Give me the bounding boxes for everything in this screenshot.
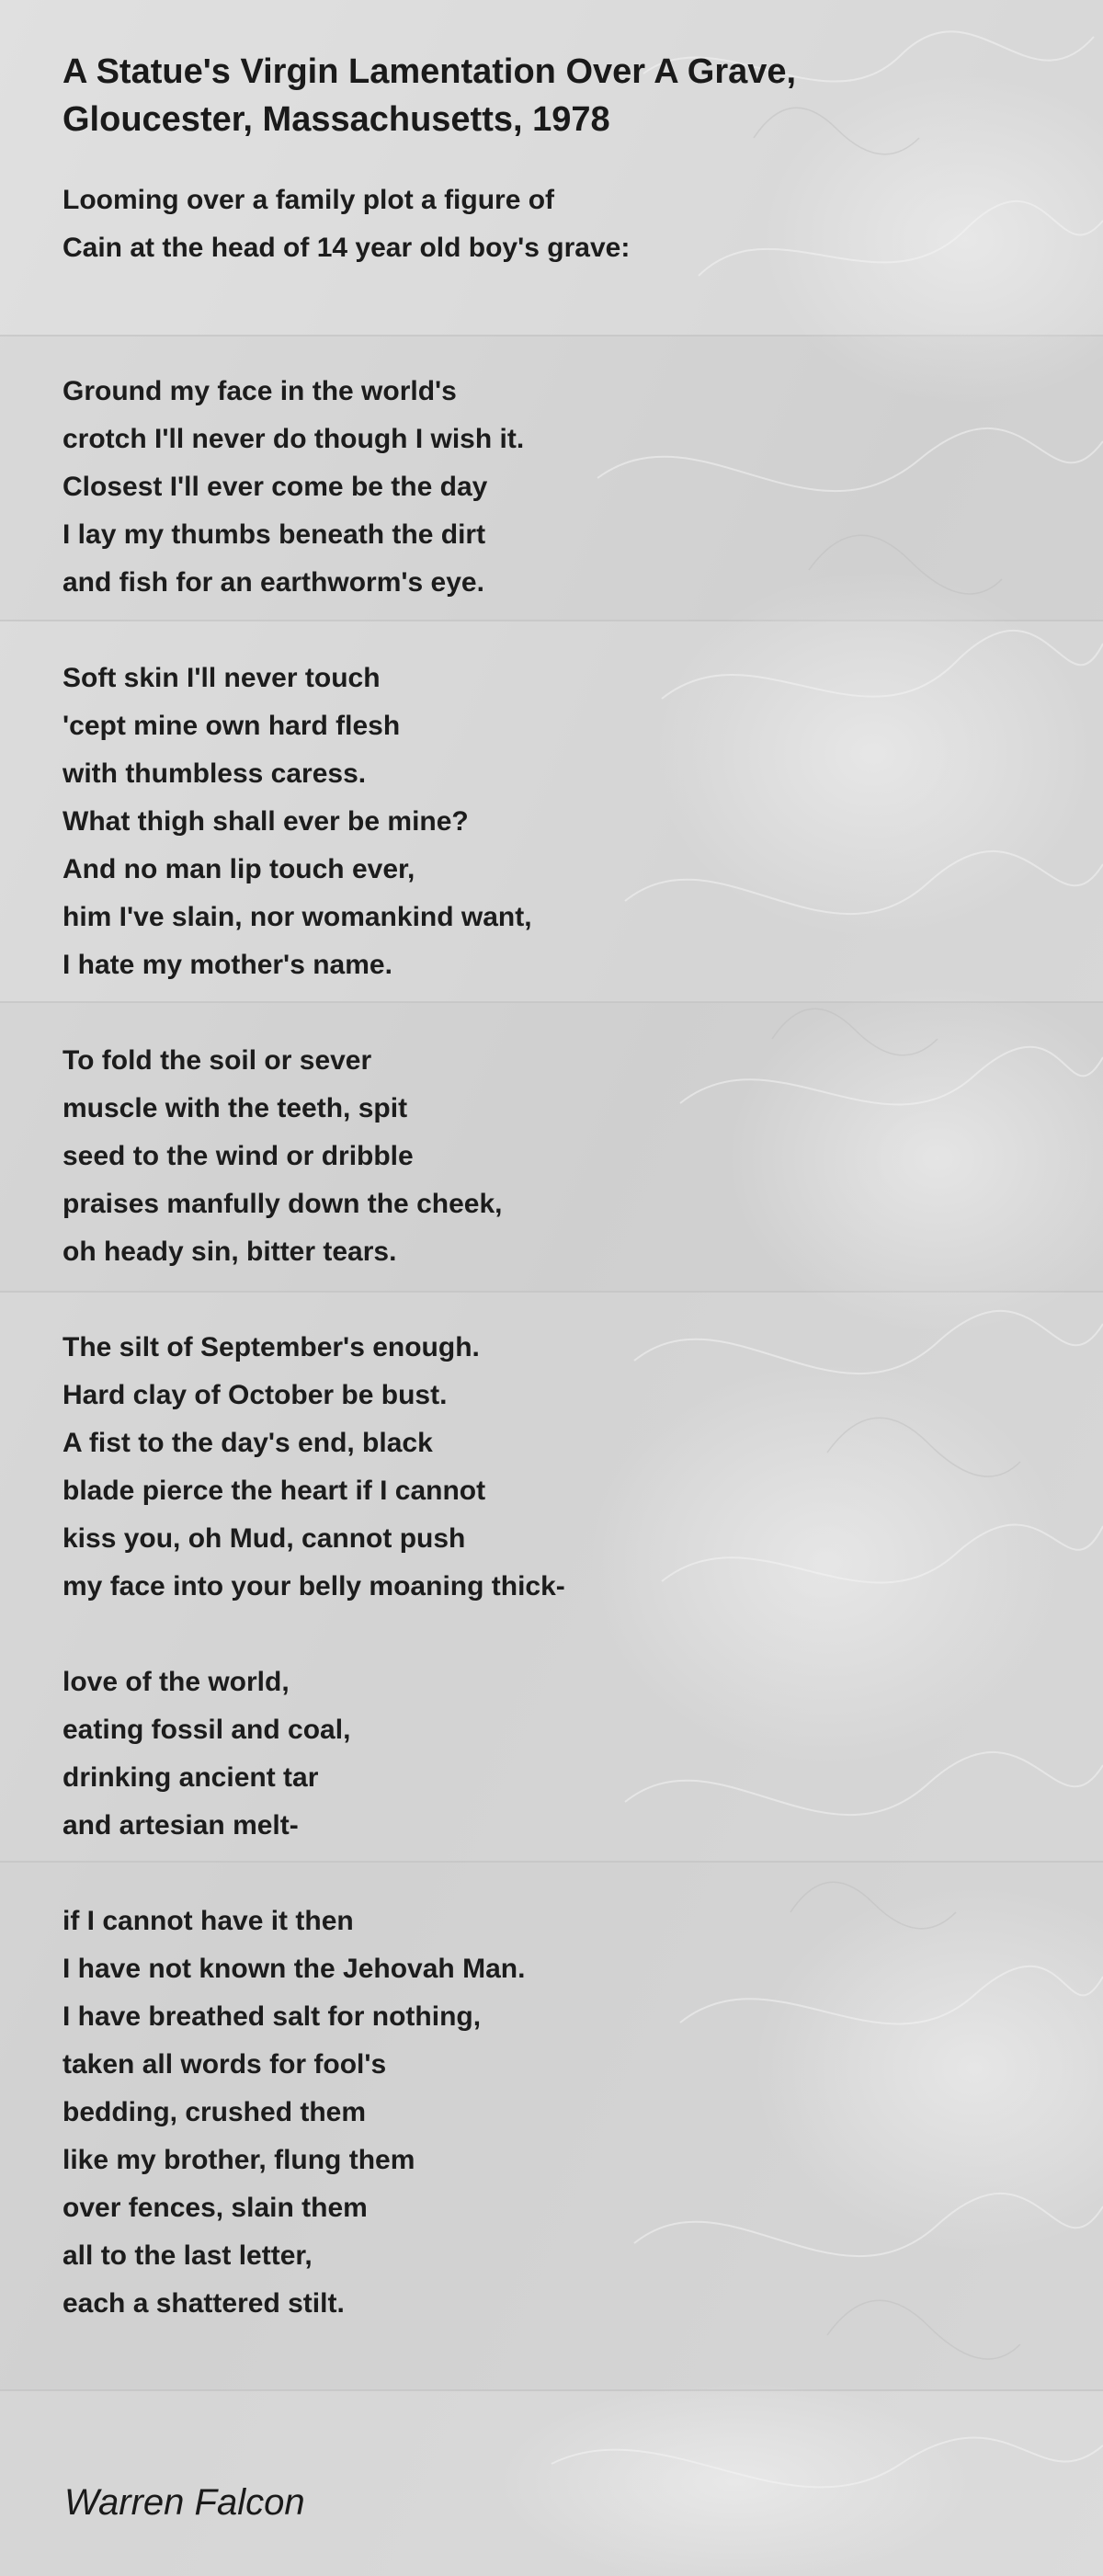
poem-line: and fish for an earthworm's eye.	[63, 567, 484, 598]
poem-line: Hard clay of October be bust.	[63, 1380, 448, 1410]
poem-line: him I've slain, nor womankind want,	[63, 902, 532, 932]
poem-line: taken all words for fool's	[63, 2049, 387, 2080]
stanza	[63, 1037, 1037, 1276]
poem-line: love of the world,	[63, 1667, 290, 1697]
poem-line: all to the last letter,	[63, 2240, 313, 2271]
poem-line: I have breathed salt for nothing,	[63, 2001, 482, 2032]
poem-line: What thigh shall ever be mine?	[63, 806, 469, 837]
poem-line: Looming over a family plot a figure of	[63, 185, 555, 215]
poem-line: if I cannot have it then	[63, 1906, 354, 1936]
poem-line: crotch I'll never do though I wish it.	[63, 424, 525, 454]
poem-line: I hate my mother's name.	[63, 950, 392, 980]
stanza	[63, 177, 1037, 272]
poem-line: I lay my thumbs beneath the dirt	[63, 519, 486, 550]
poem-line: I have not known the Jehovah Man.	[63, 1954, 526, 1984]
poem-line: 'cept mine own hard flesh	[63, 711, 401, 741]
poem-line: blade pierce the heart if I cannot	[63, 1476, 486, 1506]
poem-line: Ground my face in the world's	[63, 376, 457, 406]
poem-body	[63, 177, 1037, 2328]
poem-line: and artesian melt-	[63, 1810, 299, 1841]
poem-line: my face into your belly moaning thick-	[63, 1571, 565, 1601]
poem-line: over fences, slain them	[63, 2193, 368, 2223]
stanza	[63, 655, 1037, 989]
poem-line: A fist to the day's end, black	[63, 1428, 433, 1458]
poem-line: seed to the wind or dribble	[63, 1141, 414, 1171]
poem-line: each a shattered stilt.	[63, 2288, 345, 2319]
poem-line: Soft skin I'll never touch	[63, 663, 381, 693]
poem-line: muscle with the teeth, spit	[63, 1093, 408, 1123]
poem-line: And no man lip touch ever,	[63, 854, 415, 884]
poem-line: Cain at the head of 14 year old boy's grave:	[63, 233, 631, 263]
title-line: A Statue's Virgin Lamentation Over A Grave,	[63, 52, 797, 91]
poem-line: praises manfully down the cheek,	[63, 1189, 503, 1219]
poem-line: drinking ancient tar	[63, 1762, 319, 1793]
poem-line: The silt of September's enough.	[63, 1332, 480, 1362]
poem-line: kiss you, oh Mud, cannot push	[63, 1523, 466, 1554]
stanza	[63, 368, 1037, 607]
poem-line: Closest I'll ever come be the day	[63, 472, 488, 502]
poem-line: with thumbless caress.	[63, 758, 367, 789]
title-line: Gloucester, Massachusetts, 1978	[63, 100, 610, 139]
poem-line: bedding, crushed them	[63, 2097, 367, 2127]
poem-author: Warren Falcon	[64, 2482, 305, 2523]
stanza	[63, 1898, 1037, 2328]
poem-line: like my brother, flung them	[63, 2145, 415, 2175]
poem-title	[63, 0, 1037, 143]
stanza	[63, 1324, 1037, 1611]
poem-line: To fold the soil or sever	[63, 1045, 372, 1076]
poem-line: eating fossil and coal,	[63, 1715, 351, 1745]
stanza	[63, 1658, 1037, 1850]
poem-line: oh heady sin, bitter tears.	[63, 1237, 397, 1267]
